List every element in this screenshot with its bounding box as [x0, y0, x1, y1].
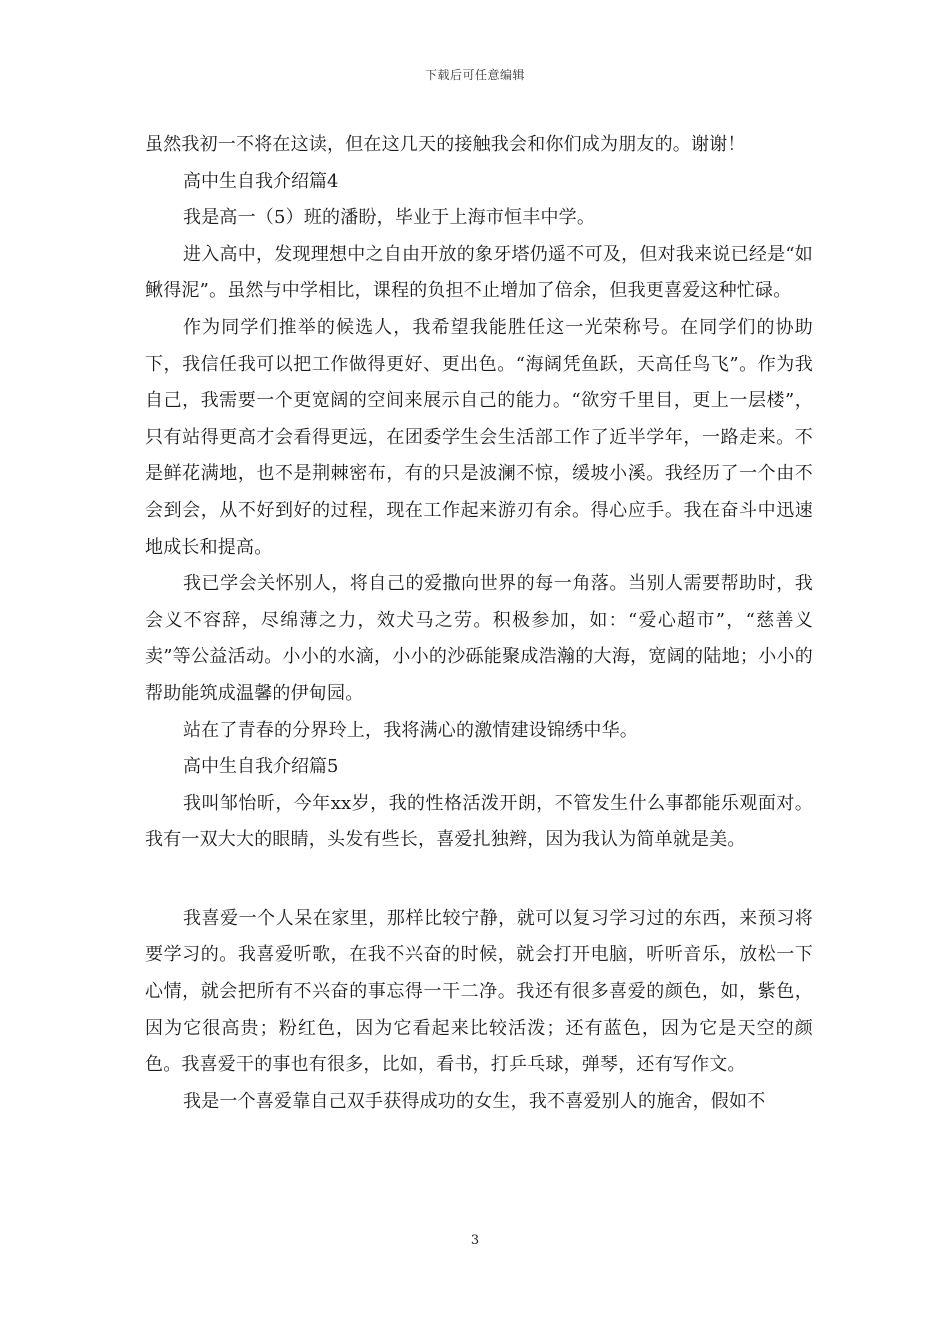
page-header: 下载后可任意编辑	[424, 68, 525, 82]
document-body	[145, 127, 813, 1120]
paragraph: 我是一个喜爱靠自己双手获得成功的女生，我不喜爱别人的施舍，假如不	[183, 1090, 766, 1112]
paragraph: 站在了青春的分界玲上，我将满心的激情建设锦绣中华。	[183, 719, 638, 741]
paragraph-continuation: 虽然我初一不将在这读，但在这几天的接触我会和你们成为朋友的。谢谢！	[145, 134, 746, 155]
section-heading-4: 高中生自我介绍篇4	[183, 170, 339, 192]
section-heading-5: 高中生自我介绍篇5	[183, 756, 339, 778]
paragraph: 作为同学们推举的候选人，我希望我能胜任这一光荣称号。在同学们的协助下，我信任我可以把工作做得更好、更出色。“海阔凭鱼跃，天高任鸟飞”。作为我自己，我需要一个更宽阔的空间来展示自己的能力。“欲穷千里目，更上一层楼”，只有站得更高才会看得更远，在团委学生会生活部工作了近半学年，一路走来。不是鲜花满地，也不是荆棘密布，有的只是波澜不惊，缓坡小溪。我经历了一个由不会到会，从不好到好的过程，现在工作起来游刃有余。得心应手。我在奋斗中迅速地成长和提高。	[145, 316, 813, 558]
paragraph: 我已学会关怀别人，将自己的爱撒向世界的每一角落。当别人需要帮助时，我会义不容辞，尽绵薄之力，效犬马之劳。积极参加，如：“爱心超市”，“慈善义卖”等公益活动。小小的水滴，小小的沙砾能聚成浩瀚的大海，宽阔的陆地；小小的帮助能筑成温馨的伊甸园。	[145, 573, 813, 704]
paragraph: 进入高中，发现理想中之自由开放的象牙塔仍遥不可及，但对我来说已经是“如鳅得泥”。虽然与中学相比，课程的负担不止增加了倍余，但我更喜爱这种忙碌。	[145, 243, 813, 302]
paragraph-gap	[145, 859, 813, 901]
paragraph: 我喜爱一个人呆在家里，那样比较宁静，就可以复习学习过的东西，来预习将要学习的。我喜爱听歌，在我不兴奋的时候，就会打开电脑，听听音乐，放松一下心情，就会把所有不兴奋的事忘得一干二净。我还有很多喜爱的颜色，如，紫色，因为它很高贵；粉红色，因为它看起来比较活泼；还有蓝色，因为它是天空的颜色。我喜爱干的事也有很多，比如，看书，打乒乓球，弹琴，还有写作文。	[145, 907, 813, 1076]
paragraph: 我叫邹怡昕，今年xx岁，我的性格活泼开朗，不管发生什么事都能乐观面对。我有一双大大的眼睛，头发有些长，喜爱扎独辫，因为我认为简单就是美。	[145, 792, 813, 851]
page-number: 3	[470, 1233, 480, 1248]
paragraph: 我是高一（5）班的潘盼，毕业于上海市恒丰中学。	[183, 207, 596, 229]
